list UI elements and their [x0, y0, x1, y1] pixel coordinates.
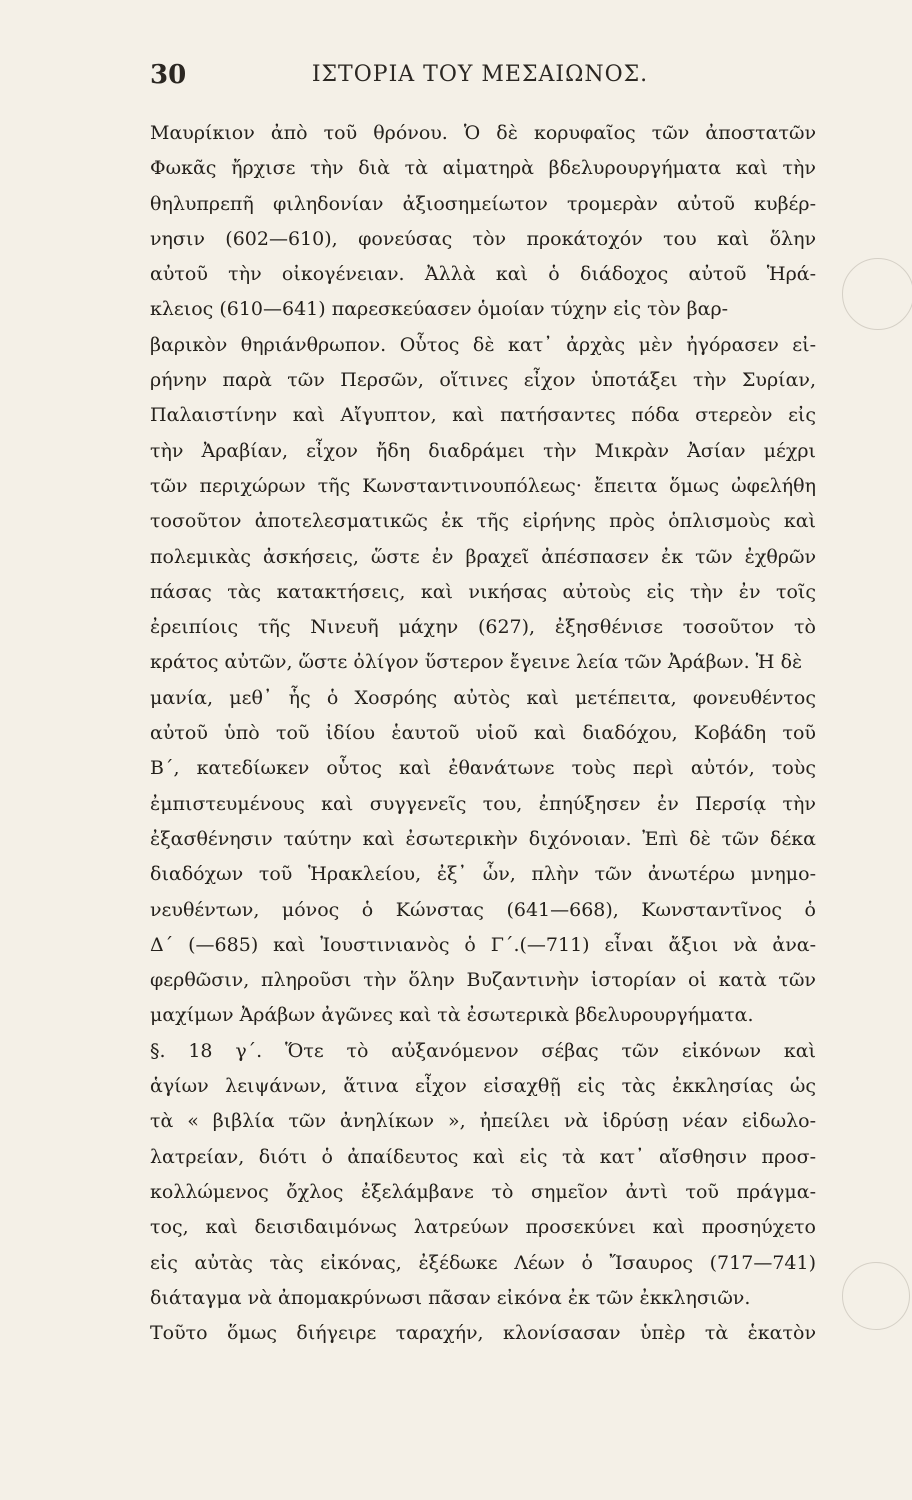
text-line: αὐτοῦ ὑπὸ τοῦ ἰδίου ἑαυτοῦ υἱοῦ καὶ διαδόχου, Κοβάδη τοῦ [150, 722, 816, 745]
text-line: πολεμικὰς ἀσκήσεις, ὥστε ἐν βραχεῖ ἀπέσπασεν ἐκ τῶν ἐχθρῶν [150, 545, 816, 568]
text-line: βαρικὸν θηριάνθρωπον. Οὗτος δὲ κατ᾽ ἀρχὰς μὲν ἠγόρασεν εἰ- [150, 333, 816, 356]
text-line: μανία, μεθ᾽ ἧς ὁ Χοσρόης αὐτὸς καὶ μετέπειτα, φονευθέντος [150, 686, 816, 709]
text-line: ἁγίων λειψάνων, ἅτινα εἶχον εἰσαχθῇ εἰς τὰς ἐκκλησίας ὡς [150, 1075, 816, 1098]
text-line: νησιν (602—610), φονεύσας τὸν προκάτοχόν του καὶ ὅλην [150, 227, 816, 250]
text-line: τὴν Ἀραβίαν, εἶχον ἤδη διαδράμει τὴν Μικρὰν Ἀσίαν μέχρι [150, 439, 816, 462]
running-title: ΙΣΤΟΡΙΑ ΤΟΥ ΜΕΣΑΙΩΝΟΣ. [311, 62, 649, 87]
text-line: κράτος αὐτῶν, ὥστε ὀλίγον ὕστερον ἔγεινε λεία τῶν Ἀράβων. Ἡ δὲ [150, 651, 803, 674]
text-line: ἐρειπίοις τῆς Νινευῆ μάχην (627), ἐξησθένισε τοσοῦτον τὸ [150, 616, 816, 639]
text-line: κλειος (610—641) παρεσκεύασεν ὁμοίαν τύχην εἰς τὸν βαρ- [150, 298, 729, 321]
text-line: νευθέντων, μόνος ὁ Κώνστας (641—668), Κωνσταντῖνος ὁ [150, 898, 816, 921]
text-line: τος, καὶ δεισιδαιμόνως λατρεύων προσεκύνει καὶ προσηύχετο [150, 1216, 816, 1239]
page-stain [842, 258, 912, 330]
text-line: διαδόχων τοῦ Ἡρακλείου, ἐξ᾽ ὧν, πλὴν τῶν ἀνωτέρω μνημο- [150, 863, 816, 886]
text-line: τὰ « βιβλία τῶν ἀνηλίκων », ἠπείλει νὰ ἱδρύσῃ νέαν εἰδωλο- [150, 1110, 816, 1133]
text-line: τοσοῦτον ἀποτελεσματικῶς ἐκ τῆς εἰρήνης πρὸς ὁπλισμοὺς καὶ [150, 510, 816, 533]
text-line: τῶν περιχώρων τῆς Κωνσταντινουπόλεως· ἔπειτα ὅμως ὠφελήθη [150, 474, 816, 497]
text-line: θηλυπρεπῆ φιληδονίαν ἀξιοσημείωτον τρομερὰν αὐτοῦ κυβέρ- [150, 192, 816, 215]
text-line: αὐτοῦ τὴν οἰκογένειαν. Ἀλλὰ καὶ ὁ διάδοχος αὐτοῦ Ἡρά- [150, 263, 816, 286]
text-line: λατρείαν, διότι ὁ ἀπαίδευτος καὶ εἰς τὰ κατ᾽ αἴσθησιν προσ- [150, 1145, 816, 1168]
text-line: Παλαιστίνην καὶ Αἴγυπτον, καὶ πατήσαντες πόδα στερεὸν εἰς [150, 404, 816, 427]
text-line: ἐμπιστευμένους καὶ συγγενεῖς του, ἐπηύξησεν ἐν Περσίᾳ τὴν [150, 792, 816, 815]
text-line: ἐξασθένησιν ταύτην καὶ ἐσωτερικὴν διχόνοιαν. Ἐπὶ δὲ τῶν δέκα [150, 827, 816, 850]
text-line: Μαυρίκιον ἀπὸ τοῦ θρόνου. Ὁ δὲ κορυφαῖος τῶν ἀποστατῶν [150, 122, 816, 144]
text-line: φερθῶσιν, πληροῦσι τὴν ὅλην Βυζαντινὴν ἱστορίαν οἱ κατὰ τῶν [150, 969, 816, 992]
page-stain [842, 1262, 910, 1330]
running-header [150, 60, 810, 100]
text-line: μαχίμων Ἀράβων ἀγῶνες καὶ τὰ ἐσωτερικὰ βδελυρουργήματα. [150, 1004, 754, 1027]
text-line: Τοῦτο ὅμως διήγειρε ταραχήν, κλονίσασαν ὑπὲρ τὰ ἑκατὸν [150, 1322, 816, 1345]
text-line: πάσας τὰς κατακτήσεις, καὶ νικήσας αὐτοὺς εἰς τὴν ἐν τοῖς [150, 580, 816, 603]
text-line: διάταγμα νὰ ἀπομακρύνωσι πᾶσαν εἰκόνα ἐκ τῶν ἐκκλησιῶν. [150, 1286, 751, 1309]
page-number: 30 [150, 60, 187, 90]
text-line: Δ´ (—685) καὶ Ἰουστινιανὸς ὁ Γ´.(—711) εἶναι ἄξιοι νὰ ἀνα- [150, 933, 816, 956]
text-line: Β´, κατεδίωκεν οὗτος καὶ ἐθανάτωνε τοὺς περὶ αὐτόν, τοὺς [150, 757, 816, 780]
text-line: §. 18 γ´. Ὅτε τὸ αὐξανόμενον σέβας τῶν εἰκόνων καὶ [150, 1039, 816, 1062]
text-line: Φωκᾶς ἤρχισε τὴν διὰ τὰ αἱματηρὰ βδελυρουργήματα καὶ τὴν [150, 157, 816, 180]
text-line: εἰς αὐτὰς τὰς εἰκόνας, ἐξέδωκε Λέων ὁ Ἴσαυρος (717—741) [150, 1251, 816, 1274]
body-text [150, 116, 816, 1351]
text-line: κολλώμενος ὄχλος ἐξελάμβανε τὸ σημεῖον ἀντὶ τοῦ πράγμα- [150, 1180, 816, 1203]
text-line: ρήνην παρὰ τῶν Περσῶν, οἵτινες εἶχον ὑποτάξει τὴν Συρίαν, [150, 369, 816, 392]
